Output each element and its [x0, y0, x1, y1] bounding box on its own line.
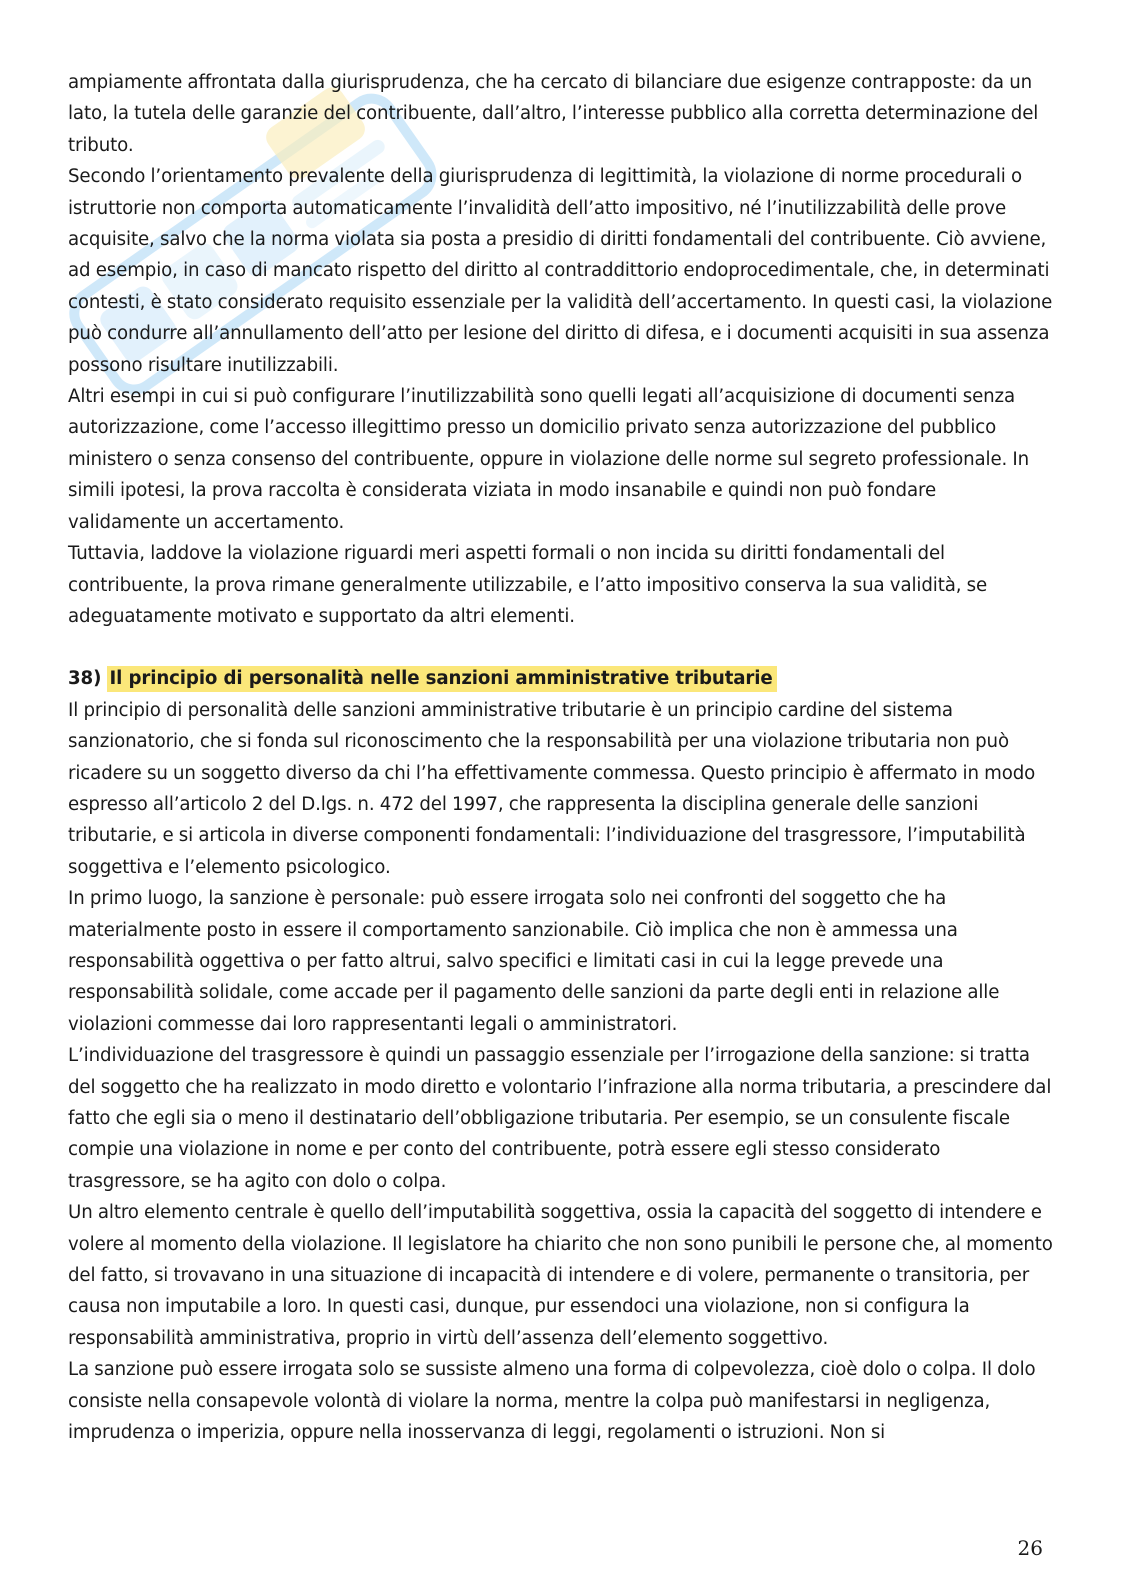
paragraph: Secondo l’orientamento prevalente della giurisprudenza di legittimità, la violazione di norme procedurali o istruttorie non comporta automaticamente l’invalidità dell’atto impositivo, né l’inutilizzabilità delle prove acquisite, salvo che la norma violata sia posta a presidio di diritti fondamentali del contribuente. Ciò avviene, ad esempio, in caso di mancato rispetto del diritto al contraddittorio endoprocedimentale, che, in determinati contesti, è stato considerato requisito essenziale per la validità dell’accertamento. In questi casi, la violazione può condurre all’annullamento dell’atto per lesione del diritto di difesa, e i documenti acquisiti in sua assenza possono risultare inutilizzabili.: [68, 166, 1053, 376]
section-heading: [68, 663, 1053, 694]
document-body: [68, 67, 1053, 1448]
paragraph: La sanzione può essere irrogata solo se sussiste almeno una forma di colpevolezza, cioè dolo o colpa. Il dolo consiste nella consapevole volontà di violare la norma, mentre la colpa può manifestarsi in negligenza, imprudenza o imperizia, oppure nella inosservanza di leggi, regolamenti o istruzioni. Non si: [68, 1359, 1036, 1444]
paragraph: In primo luogo, la sanzione è personale: può essere irrogata solo nei confronti del soggetto che ha materialmente posto in essere il comportamento sanzionabile. Ciò implica che non è ammessa una responsabilità oggettiva o per fatto altrui, salvo specifici e limitati casi in cui la legge prevede una responsabilità solidale, come accade per il pagamento delle sanzioni da parte degli enti in relazione alle violazioni commesse dai loro rappresentanti legali o amministratori.: [68, 888, 1000, 1035]
paragraph: Altri esempi in cui si può configurare l’inutilizzabilità sono quelli legati all’acquisizione di documenti senza autorizzazione, come l’accesso illegittimo presso un domicilio privato senza autorizzazione del pubblico ministero o senza consenso del contribuente, oppure in violazione delle norme sul segreto professionale. In simili ipotesi, la prova raccolta è considerata viziata in modo insanabile e quindi non può fondare validamente un accertamento.: [68, 386, 1030, 533]
page-number: 26: [1017, 1536, 1043, 1560]
paragraph: Tuttavia, laddove la violazione riguardi meri aspetti formali o non incida su diritti fondamentali del contribuente, la prova rimane generalmente utilizzabile, e l’atto impositivo conserva la sua validità, se adeguatamente motivato e supportato da altri elementi.: [68, 543, 988, 627]
paragraph: Un altro elemento centrale è quello dell’imputabilità soggettiva, ossia la capacità del soggetto di intendere e volere al momento della violazione. Il legislatore ha chiarito che non sono punibili le persone che, al momento del fatto, si trovavano in una situazione di incapacità di intendere e di volere, permanente o transitoria, per causa non imputabile a loro. In questi casi, dunque, pur essendoci una violazione, non si configura la responsabilità amministrativa, proprio in virtù dell’assenza dell’elemento soggettivo.: [68, 1202, 1053, 1349]
paragraph: L’individuazione del trasgressore è quindi un passaggio essenziale per l’irrogazione della sanzione: si tratta del soggetto che ha realizzato in modo diretto e volontario l’infrazione alla norma tributaria, a prescindere dal fatto che egli sia o meno il destinatario dell’obbligazione tributaria. Per esempio, se un consulente fiscale compie una violazione in nome e per conto del contribuente, potrà essere egli stesso considerato trasgressore, se ha agito con dolo o colpa.: [68, 1045, 1052, 1192]
section-title: Il principio di personalità nelle sanzioni amministrative tributarie: [107, 666, 776, 692]
paragraph: ampiamente affrontata dalla giurisprudenza, che ha cercato di bilanciare due esigenze contrapposte: da un lato, la tutela delle garanzie del contribuente, dall’altro, l’interesse pubblico alla corretta determinazione del tributo.: [68, 72, 1039, 156]
paragraph: Il principio di personalità delle sanzioni amministrative tributarie è un principio cardine del sistema sanzionatorio, che si fonda sul riconoscimento che la responsabilità per una violazione tributaria non può ricadere su un soggetto diverso da chi l’ha effettivamente commessa. Questo principio è affermato in modo espresso all’articolo 2 del D.lgs. n. 472 del 1997, che rappresenta la disciplina generale delle sanzioni tributarie, e si articola in diverse componenti fondamentali: l’individuazione del trasgressore, l’imputabilità soggettiva e l’elemento psicologico.: [68, 699, 1036, 878]
section-number: 38): [68, 668, 102, 690]
section-gap: [68, 632, 1053, 663]
